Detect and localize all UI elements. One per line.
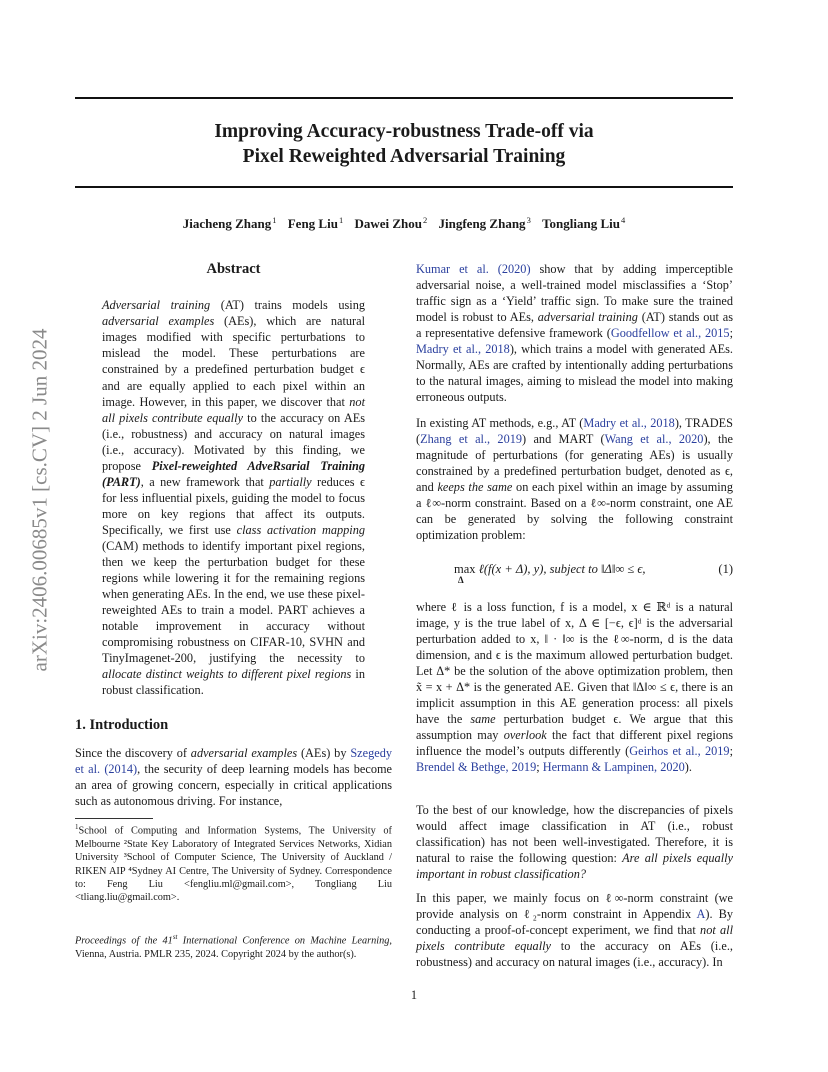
author-list <box>75 215 733 232</box>
citation-link[interactable]: Madry et al., 2018 <box>416 342 510 357</box>
equation-1 <box>416 556 733 590</box>
right-paragraph-3: where ℓ is a loss function, f is a model, x ∈ ℝᵈ is a natural image, y is the true label of x, Δ ∈ [−ϵ, ϵ]ᵈ is the adversarial perturbation added to x, ‖ · ‖∞ is the ℓ∞-norm, d is the data dimension, and ϵ is the maximum allowed perturbation budget. Let Δ* be the solution of the above optimization problem, then x̃ = x + Δ* is the generated AE. Given that ‖Δ‖∞ ≤ ϵ, there is an implicit assumption in this AE generation process: all pixels have the same perturbation budget ϵ. We argue that this assumption may overlook the fact that different pixel regions influence the model’s outputs differently (Geirhos et al., 2019; Brendel & Bethge, 2019; Hermann & Lampinen, 2020). <box>416 600 734 775</box>
affiliation-footnote: $^1$School of Computing and Information Systems, The University of Melbourne ²State Key Laboratory of Integrated Services Networks, Xidian University ³School of Computer Science, The University of Auckland / RIKEN AIP ⁴Sydney AI Centre, The University of Sydney. Correspondence to: Feng Liu <fengliu.ml@gmail.com>, Tongliang Liu <tliang.liu@gmail.com>. <box>75 823 392 904</box>
abstract-heading: Abstract <box>206 261 261 277</box>
citation-link[interactable]: Wang et al., 2020 <box>604 432 704 447</box>
author: Dawei Zhou$^2$ <box>354 215 428 232</box>
abstract-body <box>102 285 365 711</box>
arxiv-side-label: arXiv:2406.00685v1 [cs.CV] 2 Jun 2024 <box>27 328 52 672</box>
right-paragraph-5: In this paper, we mainly focus on ℓ∞-norm constraint (we provide analysis on ℓ₂-norm constraint in Appendix A). By conducting a proof-of-concept experiment, we find that not all pixels contribute equally to the accuracy on AEs (i.e., robustness) and accuracy on natural images (i.e., accuracy). In <box>416 891 734 970</box>
abstract-paragraph: Adversarial training (AT) trains models using adversarial examples (AEs), which are natural images modified with specific perturbations to mislead the model. These perturbations are constrained by a predefined perturbation budget ϵ and are equally applied to each pixel within an image. However, in this paper, we discover that not all pixels contribute equally to the accuracy on AEs (i.e., robustness) and accuracy on natural images (i.e., accuracy). Motivated by this finding, we propose Pixel-reweighted AdveRsarial Training (PART), a new framework that partially reduces ϵ for less influential pixels, guiding the model to focus more on key regions that affect its outputs. Specifically, we first use class activation mapping (CAM) methods to identify important pixel regions, then we keep the perturbation budget for these regions while lowering it for the remaining regions when generating AEs. In the end, we use these pixel-reweighted AEs to train a model. PART achieves a notable improvement in accuracy without compromising robustness on CIFAR-10, SVHN and TinyImagenet-200, justifying the necessity to allocate distinct weights to different pixel regions in robust classification. <box>102 298 365 698</box>
citation-link[interactable]: Hermann & Lampinen, 2020 <box>542 760 685 775</box>
author: Tongliang Liu$^4$ <box>542 215 626 232</box>
author: Jiacheng Zhang$^1$ <box>182 215 277 232</box>
equation-number: (1) <box>718 562 733 576</box>
title-line-1: Improving Accuracy-robustness Trade-off via <box>214 121 594 142</box>
citation-link[interactable]: Szegedy et al. (2014) <box>75 746 392 777</box>
citation-link[interactable]: Kumar et al. (2020) <box>416 262 531 276</box>
citation-link[interactable]: Zhang et al., 2019 <box>420 432 523 447</box>
page-number: 1 <box>410 988 418 1002</box>
title-rule-bottom <box>75 186 733 188</box>
paper-title <box>75 119 733 169</box>
appendix-link[interactable]: A <box>696 907 706 922</box>
title-line-2: Pixel Reweighted Adversarial Training <box>242 146 566 167</box>
author: Feng Liu$^1$ <box>287 215 344 232</box>
author: Jingfeng Zhang$^3$ <box>438 215 531 232</box>
title-rule-top <box>75 97 733 99</box>
proceedings-note: Proceedings of the 41st International Conference on Machine Learning, Vienna, Austria. PMLR 235, 2024. Copyright 2024 by the author(s). <box>75 933 392 960</box>
right-paragraph-4: To the best of our knowledge, how the discrepancies of pixels would affect image classification in AT (i.e., robust classification) has not been well-investigated. Therefore, it is natural to raise the following question: Are all pixels equally important in robust classification? <box>416 803 733 882</box>
footnote-rule <box>75 818 153 819</box>
citation-link[interactable]: Madry et al., 2018 <box>583 416 675 430</box>
intro-paragraph: Since the discovery of adversarial examples (AEs) by Szegedy et al. (2014), the security of deep learning models has become an area of growing concern, especially in critical applications such as autonomous driving. For instance, <box>75 746 392 809</box>
equation-body: max Δ ℓ(f(x + Δ), y), subject to ‖Δ‖∞ ≤ ϵ, <box>454 562 646 585</box>
right-paragraph-2: In existing AT methods, e.g., AT (Madry et al., 2018), TRADES (Zhang et al., 2019) and MART (Wang et al., 2020), the magnitude of perturbations (for generating AEs) is usually constrained by a predefined perturbation budget, denoted as ϵ, and keeps the same on each pixel within an image by assuming a ℓ∞-norm constraint. Based on a ℓ∞-norm constraint, one AE can be generated by solving the following constraint optimization problem: <box>416 416 733 543</box>
citation-link[interactable]: Goodfellow et al., 2015 <box>610 326 730 341</box>
section-heading-introduction: 1. Introduction <box>75 717 169 733</box>
equation-max: max Δ <box>454 562 476 585</box>
citation-link[interactable]: Brendel & Bethge, 2019 <box>416 760 537 775</box>
right-paragraph-1: Kumar et al. (2020) show that by adding imperceptible adversarial noise, a well-trained model misclassifies a ‘Stop’ traffic sign as a ‘Yield’ traffic sign. To make sure the trained model is robust to AEs, adversarial training (AT) stands out as a representative defensive framework (Goodfellow et al., 2015; Madry et al., 2018), which trains a model with generated AEs. Normally, AEs are crafted by intentionally adding perturbations to the natural images, aiming to mislead the model into making erroneous outputs. <box>416 262 734 405</box>
citation-link[interactable]: Geirhos et al., 2019 <box>629 744 730 759</box>
